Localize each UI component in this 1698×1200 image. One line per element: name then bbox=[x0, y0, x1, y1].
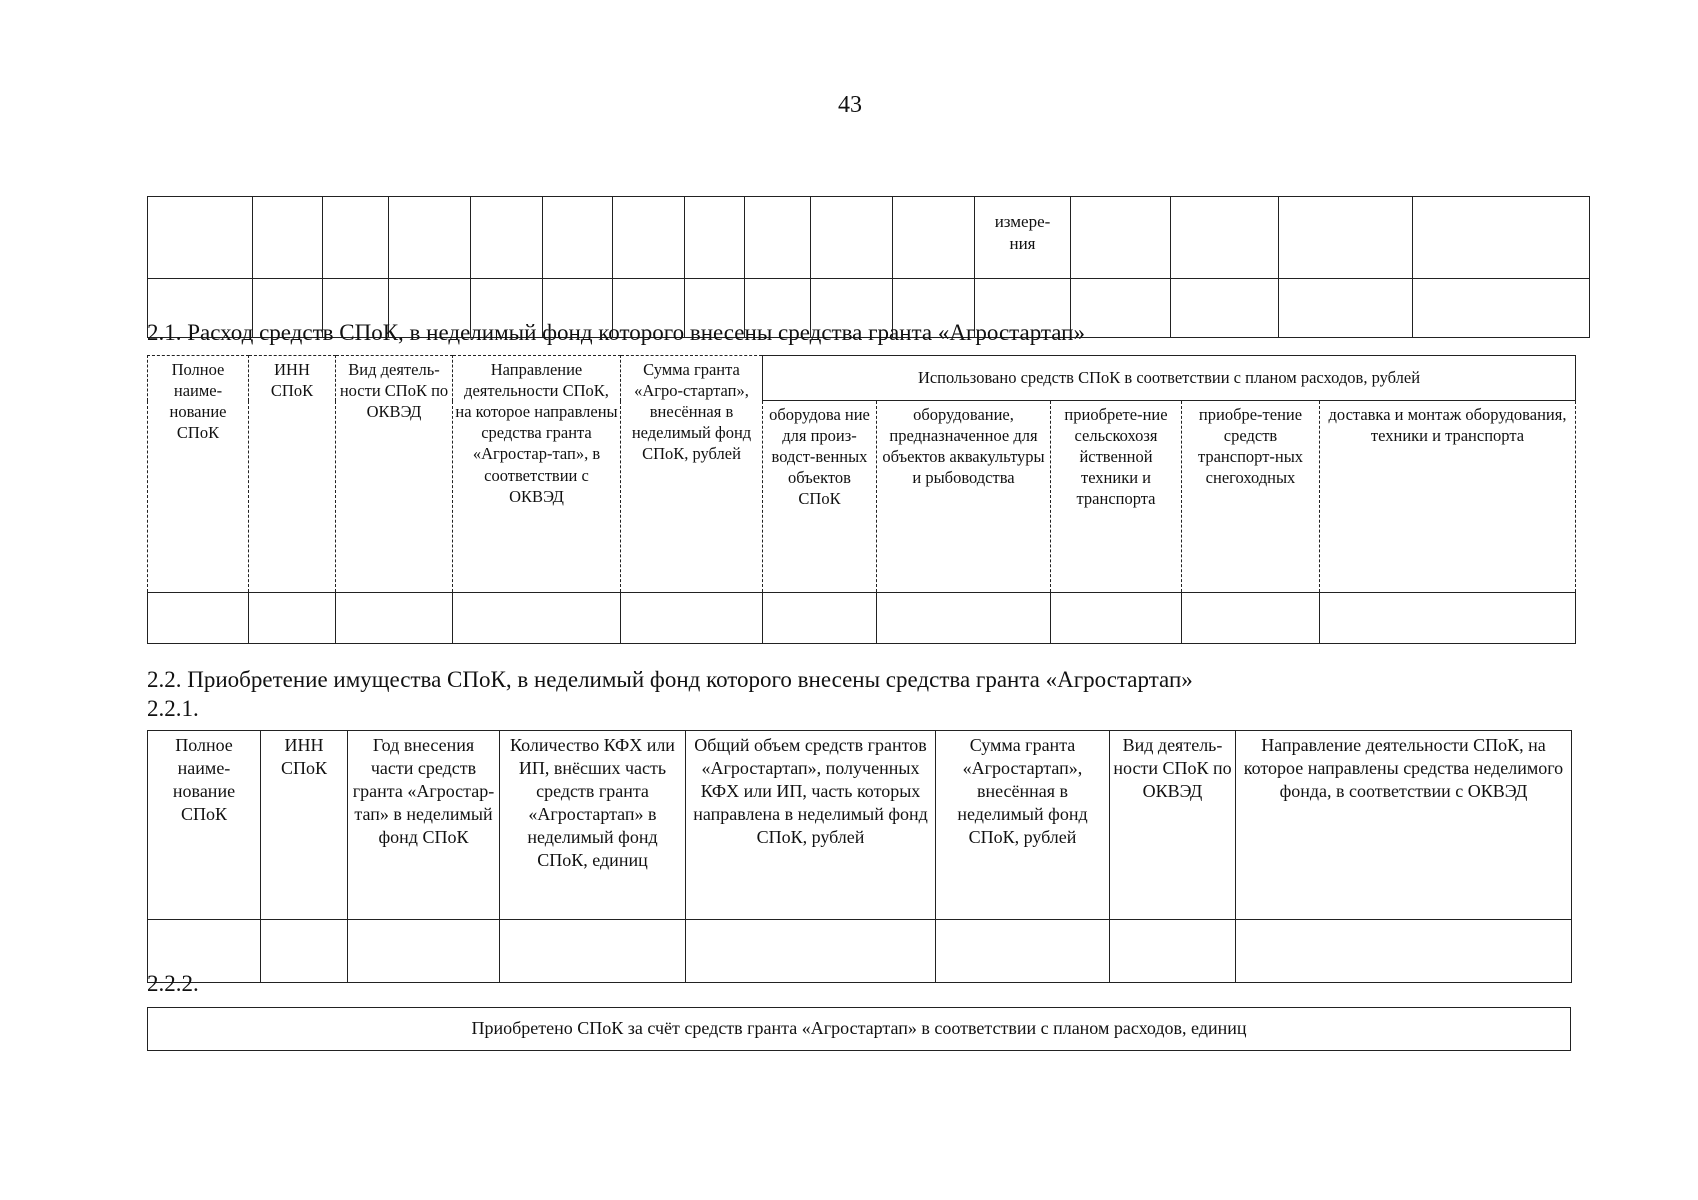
table-cell bbox=[613, 197, 685, 279]
section-2-1-title: 2.1. Расход средств СПоК, в неделимый фонд которого внесены средства гранта «Агростартап» bbox=[147, 320, 1085, 345]
acquired-table bbox=[147, 1007, 1571, 1051]
table-cell bbox=[1279, 279, 1413, 338]
table-cell bbox=[148, 593, 249, 644]
table-cell bbox=[1236, 920, 1572, 983]
col-header-production-equipment: оборудова ние для произ-водст-венных объектов СПоК bbox=[763, 401, 877, 593]
table-cell bbox=[249, 593, 336, 644]
table-cell bbox=[1051, 593, 1182, 644]
section-2-2-1-label: 2.2.1. bbox=[147, 696, 199, 721]
table-cell bbox=[1279, 197, 1413, 279]
table-cell bbox=[148, 197, 253, 279]
expense-table bbox=[147, 355, 1576, 644]
col-header-direction: Направление деятельности СПоК, на которое направлены средства неделимого фонда, в соответствии с ОКВЭД bbox=[1236, 731, 1572, 920]
table-cell bbox=[261, 920, 348, 983]
table-cell bbox=[685, 197, 745, 279]
table-cell bbox=[1320, 593, 1576, 644]
col-header-agri-machinery: приобрете-ние сельскохозя йственной техники и транспорта bbox=[1051, 401, 1182, 593]
table-cell bbox=[893, 197, 975, 279]
table-cell bbox=[811, 197, 893, 279]
table-row bbox=[148, 593, 1576, 644]
table-cell bbox=[745, 197, 811, 279]
table-cell bbox=[686, 920, 936, 983]
col-header-inn: ИНН СПоК bbox=[249, 356, 336, 593]
table-cell bbox=[1071, 279, 1171, 338]
col-header-activity: Вид деятель-ности СПоК по ОКВЭД bbox=[336, 356, 453, 593]
col-header-grant-sum: Сумма гранта «Агро-стартап», внесённая в неделимый фонд СПоК, рублей bbox=[621, 356, 763, 593]
table-cell bbox=[389, 197, 471, 279]
property-table bbox=[147, 730, 1572, 983]
section-2-2-title: 2.2. Приобретение имущества СПоК, в неделимый фонд которого внесены средства гранта «Агростартап» bbox=[147, 667, 1193, 692]
table-cell bbox=[1171, 197, 1279, 279]
table-cell bbox=[348, 920, 500, 983]
table-cell bbox=[500, 920, 686, 983]
table-cell bbox=[336, 593, 453, 644]
col-header-year: Год внесения части средств гранта «Агростар-тап» в неделимый фонд СПоК bbox=[348, 731, 500, 920]
table-cell bbox=[1110, 920, 1236, 983]
table-row bbox=[148, 920, 1572, 983]
table-cell bbox=[1171, 279, 1279, 338]
col-header-full-name: Полное наиме-нование СПоК bbox=[148, 731, 261, 920]
unit-header: измере- ния bbox=[975, 197, 1071, 279]
page-number: 43 bbox=[838, 92, 862, 118]
table-cell bbox=[1413, 279, 1590, 338]
table-cell bbox=[253, 197, 323, 279]
table-cell bbox=[621, 593, 763, 644]
col-header-acquired: Приобретено СПоК за счёт средств гранта «Агростартап» в соответствии с планом расходов, единиц bbox=[148, 1008, 1571, 1051]
col-header-grant-sum: Сумма гранта «Агростартап», внесённая в неделимый фонд СПоК, рублей bbox=[936, 731, 1110, 920]
col-header-used-funds: Использовано средств СПоК в соответствии с планом расходов, рублей bbox=[763, 356, 1576, 401]
col-header-delivery-installation: доставка и монтаж оборудования, техники и транспорта bbox=[1320, 401, 1576, 593]
table-cell bbox=[453, 593, 621, 644]
table-cell bbox=[543, 197, 613, 279]
col-header-direction: Направление деятельности СПоК, на которое направлены средства гранта «Агростар-тап», в соответствии с ОКВЭД bbox=[453, 356, 621, 593]
col-header-inn: ИНН СПоК bbox=[261, 731, 348, 920]
col-header-aquaculture-equipment: оборудование, предназначенное для объектов аквакультуры и рыбоводства bbox=[877, 401, 1051, 593]
section-2-2-2-label: 2.2.2. bbox=[147, 971, 199, 996]
table-cell bbox=[763, 593, 877, 644]
table-cell bbox=[1182, 593, 1320, 644]
table-cell bbox=[471, 197, 543, 279]
table-cell bbox=[877, 593, 1051, 644]
col-header-full-name: Полное наиме-нование СПоК bbox=[148, 356, 249, 593]
col-header-activity: Вид деятель-ности СПоК по ОКВЭД bbox=[1110, 731, 1236, 920]
col-header-snowmobiles: приобре-тение средств транспорт-ных снегоходных bbox=[1182, 401, 1320, 593]
col-header-kfh-count: Количество КФХ или ИП, внёсших часть средств гранта «Агростартап» в неделимый фонд СПоК, единиц bbox=[500, 731, 686, 920]
table-cell bbox=[1071, 197, 1171, 279]
continued-table bbox=[147, 196, 1590, 338]
table-cell bbox=[323, 197, 389, 279]
table-cell bbox=[1413, 197, 1590, 279]
table-cell bbox=[936, 920, 1110, 983]
col-header-total-grants: Общий объем средств грантов «Агростартап», полученных КФХ или ИП, часть которых направлена в неделимый фонд СПоК, рублей bbox=[686, 731, 936, 920]
